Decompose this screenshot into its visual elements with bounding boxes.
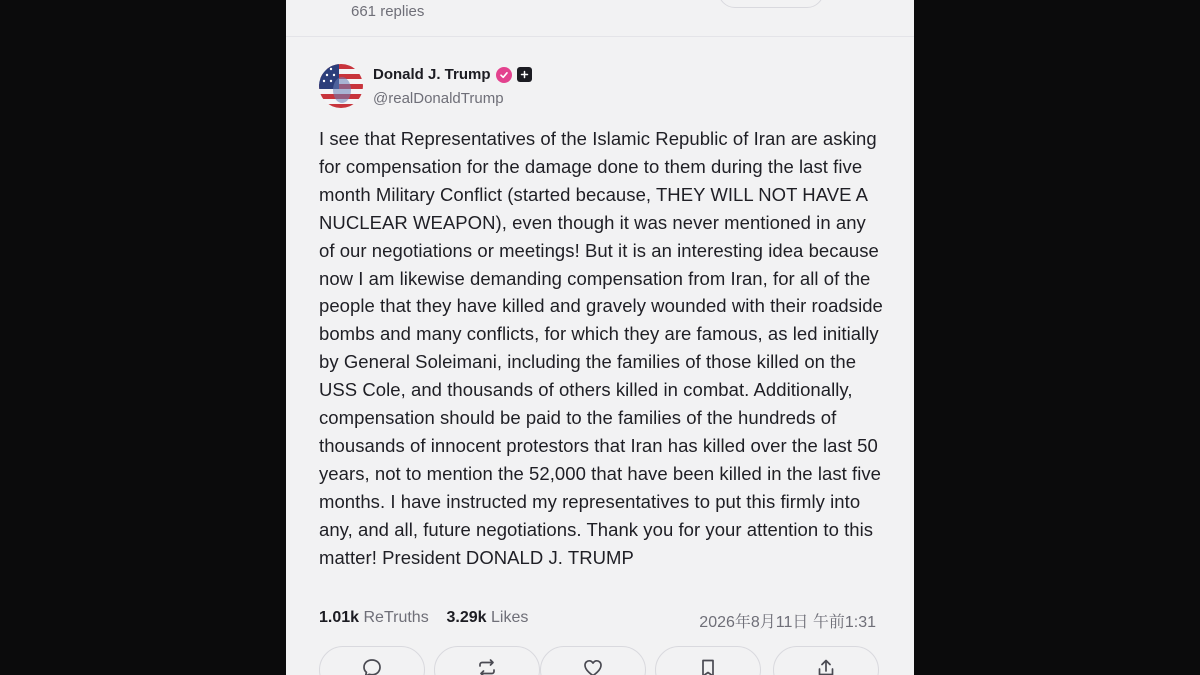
- retruths-label[interactable]: ReTruths: [363, 609, 429, 626]
- flag-avatar-icon: [319, 64, 363, 108]
- likes-count[interactable]: 3.29k: [446, 609, 487, 626]
- likes-label[interactable]: Likes: [490, 609, 529, 626]
- retruth-button[interactable]: [434, 646, 540, 675]
- post-timestamp[interactable]: 2026年8月11日 午前1:31: [699, 614, 876, 631]
- post-stats: [319, 609, 528, 627]
- media-badge-icon: [517, 67, 532, 82]
- bookmark-icon: [697, 657, 719, 675]
- verified-badge-icon: [496, 67, 512, 83]
- post-divider: [286, 36, 914, 37]
- previous-post-action-button[interactable]: [718, 0, 824, 8]
- reply-icon: [361, 657, 383, 675]
- author-name-row[interactable]: [373, 66, 532, 83]
- share-icon: [815, 657, 837, 675]
- bookmark-button[interactable]: [655, 646, 761, 675]
- post-panel: [286, 0, 914, 675]
- letterbox-left: [0, 0, 286, 675]
- post-action-bar: [319, 646, 879, 675]
- like-button[interactable]: [540, 646, 646, 675]
- reply-button[interactable]: [319, 646, 425, 675]
- author-handle[interactable]: @realDonaldTrump: [373, 90, 504, 107]
- retruth-icon: [476, 657, 498, 675]
- previous-post-replies-count[interactable]: 661 replies: [351, 3, 425, 20]
- share-button[interactable]: [773, 646, 879, 675]
- like-icon: [582, 657, 604, 675]
- letterbox-right: [914, 0, 1200, 675]
- avatar[interactable]: [319, 64, 363, 108]
- retruths-count[interactable]: 1.01k: [319, 609, 360, 626]
- post-text: I see that Representatives of the Islamic Republic of Iran are asking for compensation for the damage done to them during the last five month Military Conflict (started because, THEY WILL NOT HAVE A NUCLEAR WEAPON), even though it was never mentioned in any of our negotiations or meetings! But it is an interesting idea because now I am likewise demanding compensation from Iran, for all of the people that they have killed and gravely wounded with their roadside bombs and many conflicts, for which they are famous, as led initially by General Soleimani, including the families of those killed on the USS Cole, and thousands of others killed in combat. Additionally, compensation should be paid to the families of the hundreds of thousands of innocent protestors that Iran has killed over the last 50 years, not to mention the 52,000 that have been killed in the last five months. I have instructed my representatives to put this firmly into any, and all, future negotiations. Thank you for your attention to this matter! President DONALD J. TRUMP: [319, 128, 883, 568]
- author-display-name[interactable]: Donald J. Trump: [373, 66, 491, 83]
